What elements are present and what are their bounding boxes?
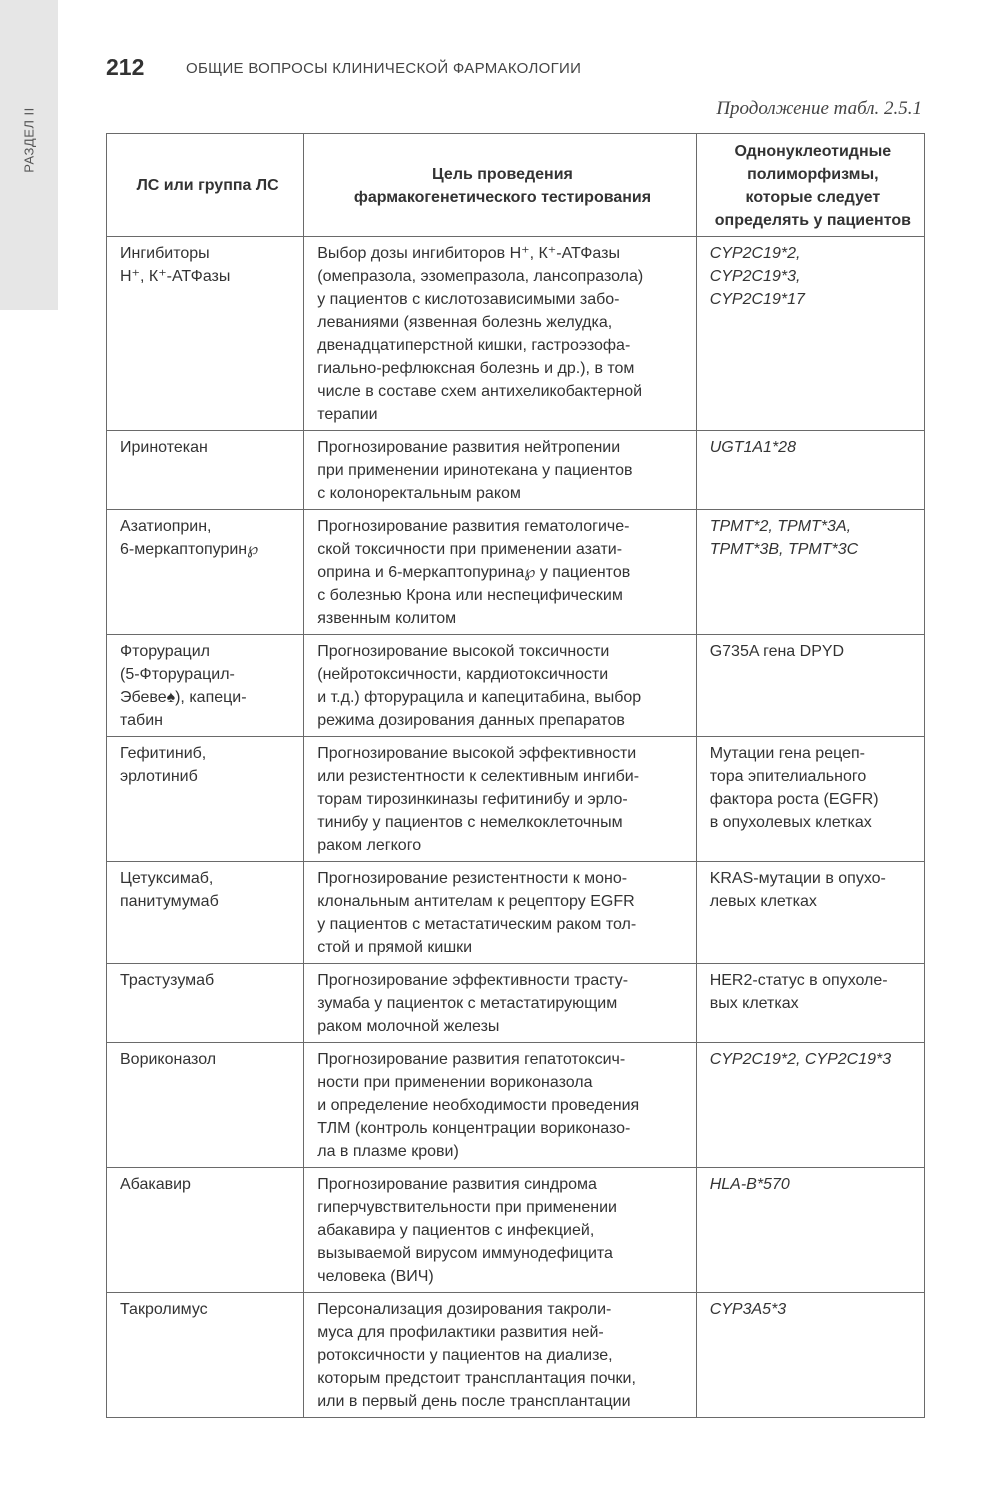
cell-polymorphisms: KRAS-мутации в опухо- левых клетках	[696, 862, 924, 964]
cell-polymorphisms: HER2-статус в опухоле- вых клетках	[696, 964, 924, 1043]
section-label: РАЗДЕЛ II	[21, 107, 37, 173]
table-row	[107, 862, 925, 964]
page-number: 212	[106, 54, 145, 80]
section-side-tab	[0, 0, 58, 310]
cell-polymorphisms: Мутации гена рецеп- тора эпителиального фактора роста (EGFR) в опухолевых клетках	[696, 737, 924, 862]
cell-polymorphisms: G735A гена DPYD	[696, 635, 924, 737]
cell-drug: Такролимус	[107, 1293, 304, 1418]
cell-drug: Иринотекан	[107, 431, 304, 510]
cell-polymorphisms: CYP2C19*2, CYP2C19*3	[696, 1043, 924, 1168]
cell-purpose: Прогнозирование развития синдрома гиперчувствительности при применении абакавира у пациентов с инфекцией, вызываемой вирусом иммунодефицита человека (ВИЧ)	[304, 1168, 696, 1293]
cell-drug: Гефитиниб, эрлотиниб	[107, 737, 304, 862]
cell-purpose: Прогнозирование развития нейтропении при применении иринотекана у пациентов с колоноректальным раком	[304, 431, 696, 510]
cell-drug: Ингибиторы Н⁺, К⁺-АТФазы	[107, 237, 304, 431]
header-drug: ЛС или группа ЛС	[107, 134, 304, 237]
cell-drug: Вориконазол	[107, 1043, 304, 1168]
cell-drug: Цетуксимаб, панитумумаб	[107, 862, 304, 964]
table-header-row	[107, 134, 925, 237]
table-row	[107, 237, 925, 431]
table-row	[107, 1043, 925, 1168]
table-row	[107, 737, 925, 862]
table-row	[107, 431, 925, 510]
running-head: ОБЩИЕ ВОПРОСЫ КЛИНИЧЕСКОЙ ФАРМАКОЛОГИИ	[186, 60, 582, 77]
cell-drug: Трастузумаб	[107, 964, 304, 1043]
cell-polymorphisms: CYP2C19*2, CYP2C19*3, CYP2C19*17	[696, 237, 924, 431]
cell-purpose: Прогнозирование развития гематологиче- ской токсичности при применении азати- оприна и 6-меркаптопурина℘ у пациентов с болезнью Крона или неспецифическим язвенным колитом	[304, 510, 696, 635]
header-purpose: Цель проведения фармакогенетического тестирования	[304, 134, 696, 237]
header-polymorphisms: Однонуклеотидные полиморфизмы, которые следует определять у пациентов	[696, 134, 924, 237]
cell-polymorphisms: TPMT*2, TPMT*3A, TPMT*3B, TPMT*3C	[696, 510, 924, 635]
pharmacogenetics-table	[106, 133, 925, 1418]
cell-purpose: Прогнозирование развития гепатотоксич- ности при применении вориконазола и определение необходимости проведения ТЛМ (контроль концентрации вориконазо- ла в плазме крови)	[304, 1043, 696, 1168]
cell-drug: Фторурацил (5-Фторурацил- Эбеве♠), капеци- табин	[107, 635, 304, 737]
table-row	[107, 635, 925, 737]
cell-polymorphisms: HLA-B*570	[696, 1168, 924, 1293]
cell-drug: Азатиоприн, 6-меркаптопурин℘	[107, 510, 304, 635]
table-row	[107, 1168, 925, 1293]
table-row	[107, 964, 925, 1043]
cell-drug: Абакавир	[107, 1168, 304, 1293]
cell-polymorphisms: CYP3A5*3	[696, 1293, 924, 1418]
cell-purpose: Прогнозирование высокой эффективности или резистентности к селективным ингиби- торам тирозинкиназы гефитинибу и эрло- тинибу у пациентов с немелкоклеточным раком легкого	[304, 737, 696, 862]
table-row	[107, 510, 925, 635]
cell-purpose: Прогнозирование резистентности к моно- клональным антителам к рецептору EGFR у пациентов с метастатическим раком тол- стой и прямой кишки	[304, 862, 696, 964]
table-row	[107, 1293, 925, 1418]
cell-purpose: Прогнозирование эффективности трасту- зумаба у пациенток с метастатирующим раком молочной железы	[304, 964, 696, 1043]
cell-purpose: Прогнозирование высокой токсичности (нейротоксичности, кардиотоксичности и т.д.) фторурацила и капецитабина, выбор режима дозирования данных препаратов	[304, 635, 696, 737]
cell-polymorphisms: UGT1A1*28	[696, 431, 924, 510]
cell-purpose: Выбор дозы ингибиторов Н⁺, К⁺-АТФазы (омепразола, эзомепразола, лансопразола) у пациентов с кислотозависимыми забо- леваниями (язвенная болезнь желудка, двенадцатиперстной кишки, гастроэзофа- гиально-рефлюксная болезнь и др.), в том числе в составе схем антихеликобактерной терапии	[304, 237, 696, 431]
table-continuation-caption: Продолжение табл. 2.5.1	[716, 98, 922, 119]
cell-purpose: Персонализация дозирования такроли- муса для профилактики развития ней- ротоксичности у пациентов на диализе, которым предстоит трансплантация почки, или в первый день после трансплантации	[304, 1293, 696, 1418]
